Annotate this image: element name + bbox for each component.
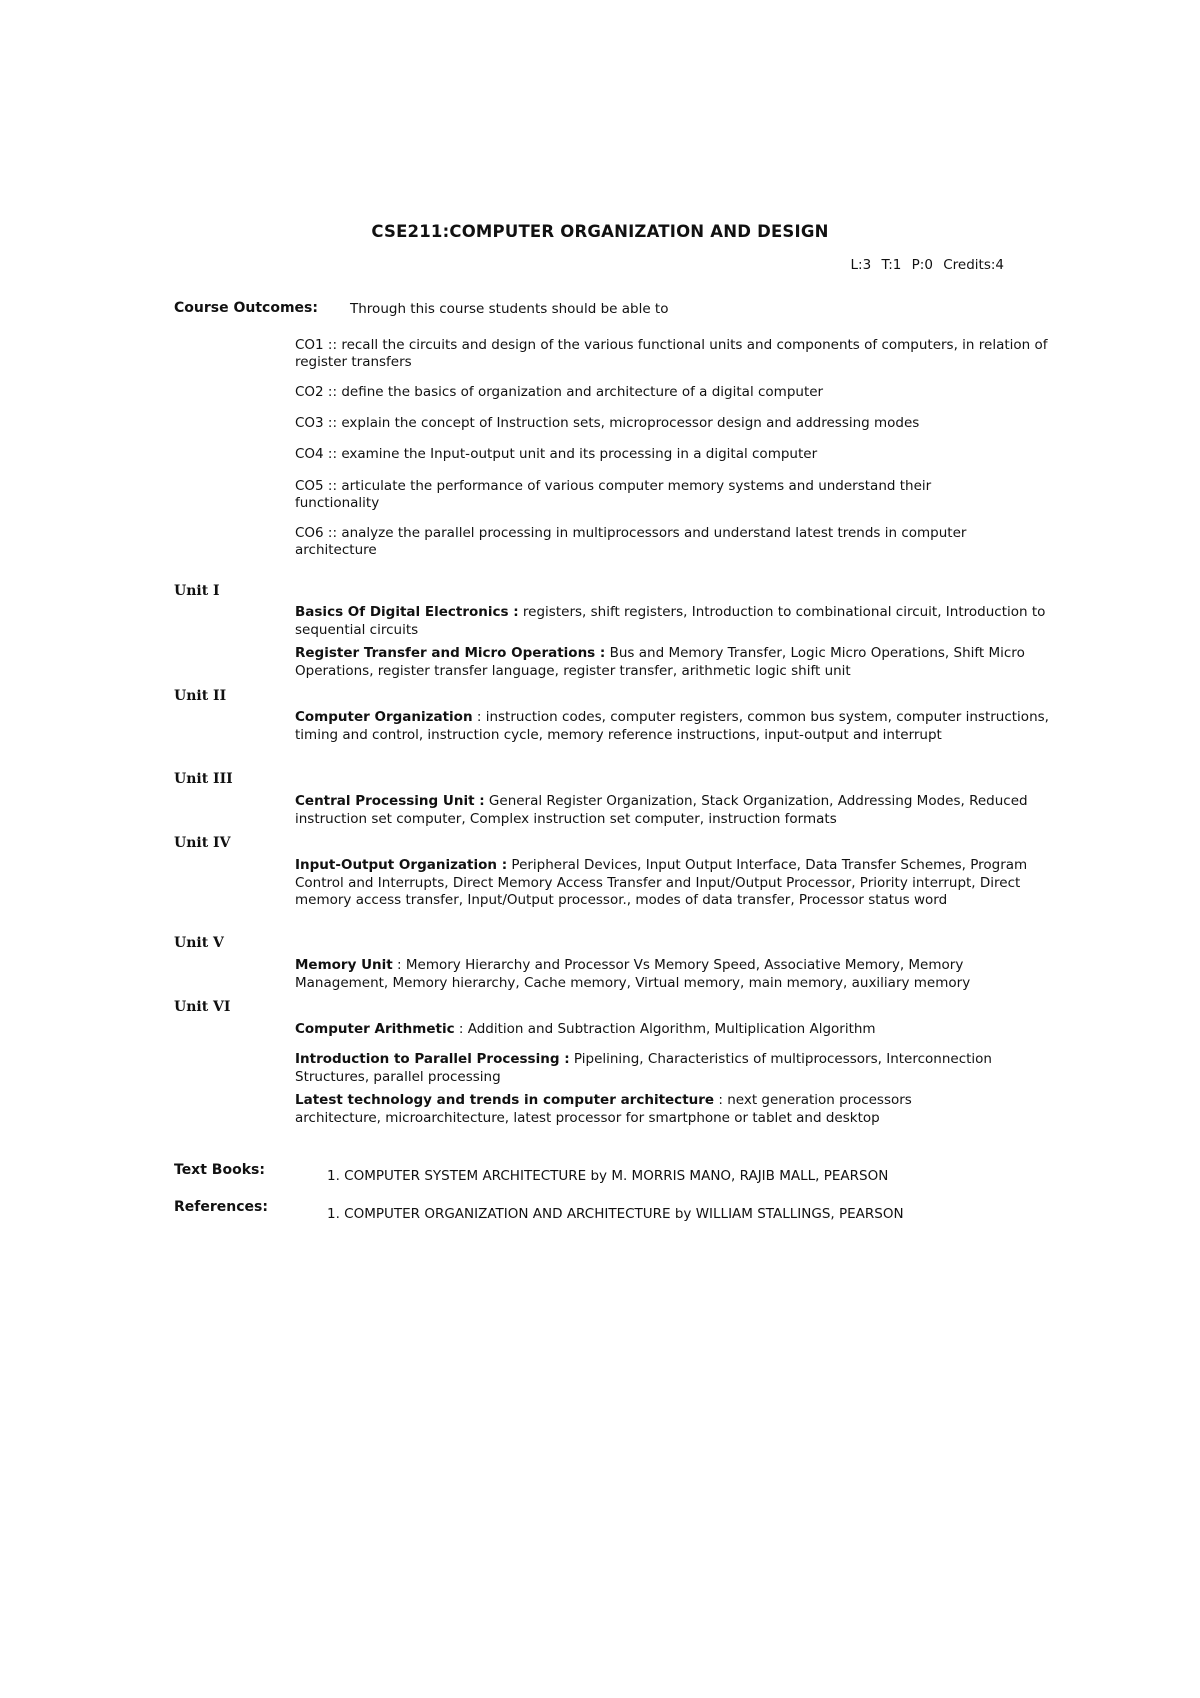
unit-label: Unit III [174, 771, 233, 787]
topic-heading: Input-Output Organization : [295, 857, 508, 873]
course-outcome-item: CO4 :: examine the Input-output unit and its processing in a digital computer [295, 446, 818, 462]
topic-text: Pipelining, Characteristics of multiprocessors, Interconnection Structures, parallel processing [295, 1051, 992, 1085]
topic-text: Bus and Memory Transfer, Logic Micro Operations, Shift Micro Operations, register transfer language, register transfer, arithmetic logic shift unit [295, 645, 1025, 679]
unit-topic [295, 645, 1050, 680]
unit-label: Unit VI [174, 999, 231, 1015]
topic-heading: Computer Arithmetic [295, 1021, 455, 1037]
unit-topic [295, 957, 1050, 992]
unit-topic [295, 1051, 995, 1086]
course-outcome-item: CO2 :: define the basics of organization and architecture of a digital computer [295, 384, 824, 400]
topic-heading: Register Transfer and Micro Operations : [295, 645, 606, 661]
text-book-item: 1. COMPUTER SYSTEM ARCHITECTURE by M. MORRIS MANO, RAJIB MALL, PEARSON [327, 1168, 889, 1184]
course-outcome-item: CO6 :: analyze the parallel processing in multiprocessors and understand latest trends in computer architecture [295, 525, 967, 558]
topic-heading: Basics Of Digital Electronics : [295, 604, 519, 620]
references-label: References: [174, 1199, 268, 1215]
unit-topic [295, 604, 1050, 639]
course-outcomes-list [295, 337, 1055, 572]
reference-item: 1. COMPUTER ORGANIZATION AND ARCHITECTURE by WILLIAM STALLINGS, PEARSON [327, 1206, 904, 1222]
topic-text: Peripheral Devices, Input Output Interface, Data Transfer Schemes, Program Control and Interrupts, Direct Memory Access Transfer and Input/Output Processor, Priority interrupt, Direct memory access transfer, Input/Output processor., modes of data transfer, Processor status word [295, 857, 1028, 908]
topic-text: registers, shift registers, Introduction to combinational circuit, Introduction to sequential circuits [295, 604, 1046, 638]
unit-label: Unit I [174, 583, 220, 599]
unit-label: Unit IV [174, 835, 231, 851]
topic-heading: Latest technology and trends in computer architecture [295, 1092, 715, 1108]
topic-heading: Central Processing Unit : [295, 793, 485, 809]
topic-text: : Addition and Subtraction Algorithm, Multiplication Algorithm [454, 1021, 876, 1037]
unit-topic [295, 1092, 985, 1127]
course-outcomes-intro: Through this course students should be able to [350, 301, 669, 317]
course-outcome-item: CO1 :: recall the circuits and design of the various functional units and components of computers, in relation of register transfers [295, 337, 1048, 370]
unit-topic [295, 793, 1050, 828]
course-outcome-item: CO5 :: articulate the performance of various computer memory systems and understand their functionality [295, 478, 932, 511]
course-title: CSE211:COMPUTER ORGANIZATION AND DESIGN [371, 222, 829, 241]
unit-topic [295, 709, 1050, 744]
unit-label: Unit II [174, 688, 227, 704]
unit-topic [295, 1021, 1050, 1039]
topic-text: General Register Organization, Stack Organization, Addressing Modes, Reduced instruction set computer, Complex instruction set computer, instruction formats [295, 793, 1028, 827]
topic-text: : next generation processors architecture, microarchitecture, latest processor for smartphone or tablet and desktop [295, 1092, 912, 1126]
topic-text: : instruction codes, computer registers, common bus system, computer instructions, timing and control, instruction cycle, memory reference instructions, input-output and interrupt [295, 709, 1049, 743]
topic-heading: Computer Organization [295, 709, 473, 725]
text-books-label: Text Books: [174, 1162, 265, 1178]
course-outcomes-label: Course Outcomes: [174, 300, 318, 316]
topic-text: : Memory Hierarchy and Processor Vs Memory Speed, Associative Memory, Memory Management, Memory hierarchy, Cache memory, Virtual memory, main memory, auxiliary memory [295, 957, 971, 991]
topic-heading: Memory Unit [295, 957, 393, 973]
credits-line: L:3 T:1 P:0 Credits:4 [850, 257, 1004, 273]
unit-label: Unit V [174, 935, 224, 951]
course-outcome-item: CO3 :: explain the concept of Instruction sets, microprocessor design and addressing modes [295, 415, 920, 431]
unit-topic [295, 857, 1050, 910]
topic-heading: Introduction to Parallel Processing : [295, 1051, 570, 1067]
